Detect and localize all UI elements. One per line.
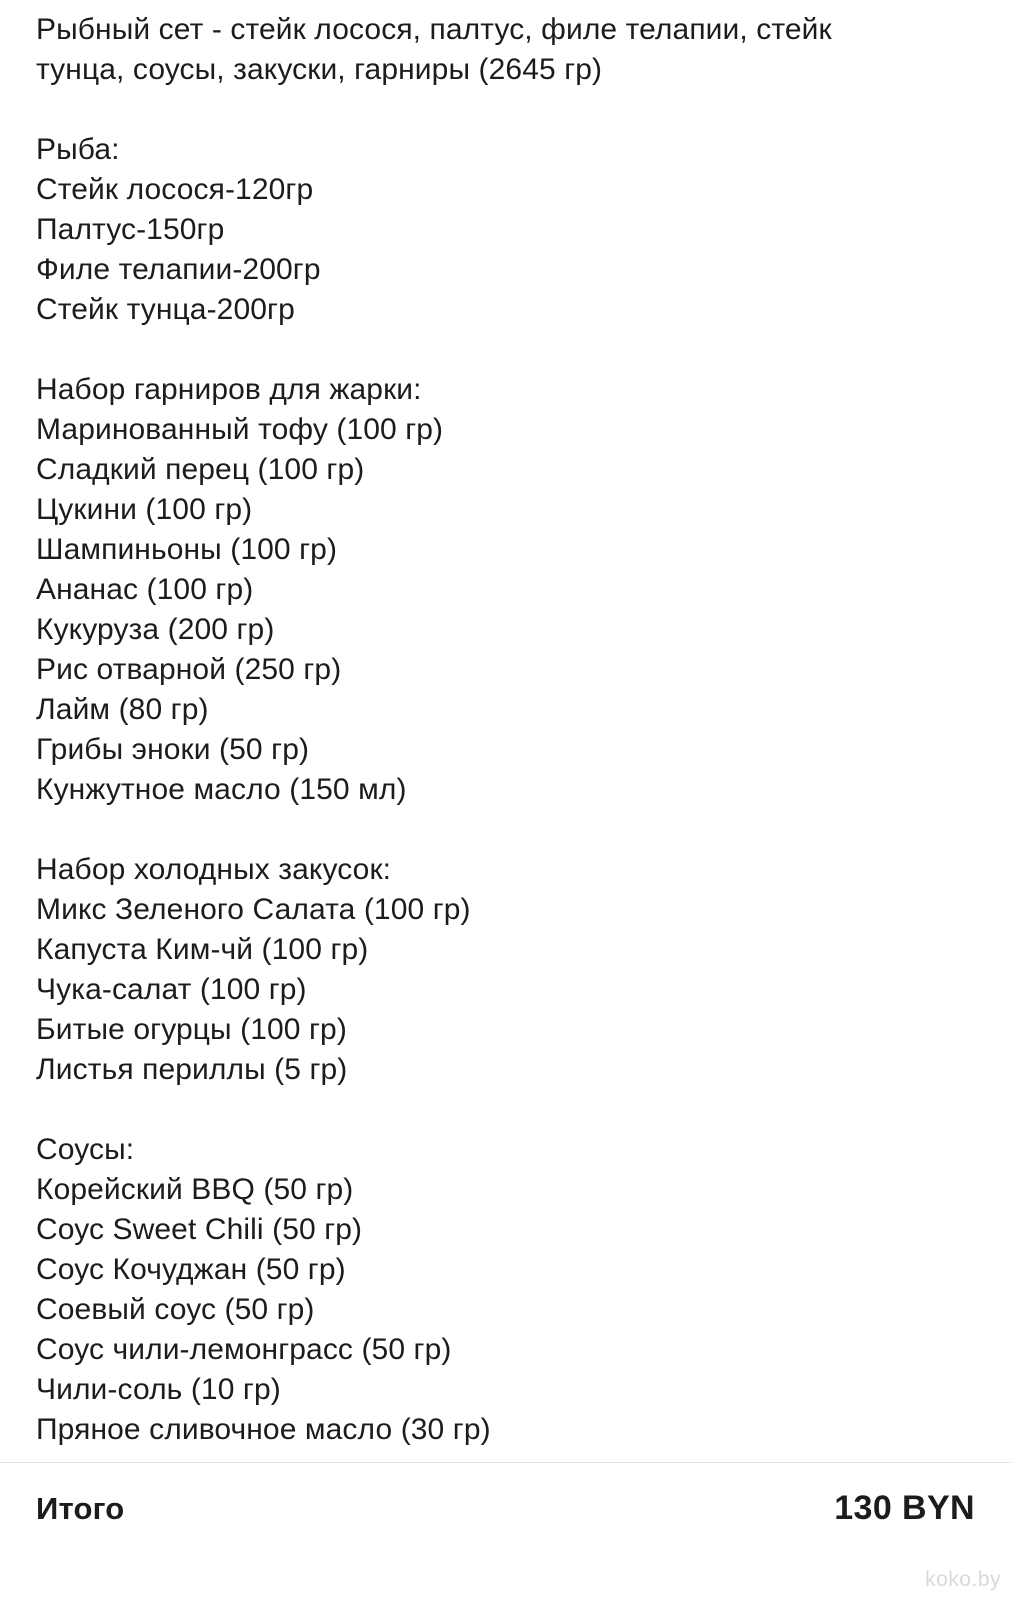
total-footer bbox=[0, 1462, 1011, 1600]
list-item: Кукуруза (200 гр) bbox=[36, 613, 275, 646]
list-item: Листья периллы (5 гр) bbox=[36, 1053, 348, 1086]
section-cold-appetizers bbox=[36, 850, 975, 1090]
list-item: Палтус-150гр bbox=[36, 213, 225, 246]
spacer bbox=[36, 90, 975, 130]
spacer bbox=[36, 810, 975, 850]
section-sauces bbox=[36, 1130, 975, 1450]
list-item: Чили-соль (10 гр) bbox=[36, 1373, 281, 1406]
list-item: Соевый соус (50 гр) bbox=[36, 1293, 315, 1326]
list-item: Цукини (100 гр) bbox=[36, 493, 253, 526]
list-item: Ананас (100 гр) bbox=[36, 573, 254, 606]
list-item: Стейк лосося-120гр bbox=[36, 173, 314, 206]
list-item: Маринованный тофу (100 гр) bbox=[36, 413, 444, 446]
list-item: Соус Кочуджан (50 гр) bbox=[36, 1253, 346, 1286]
section-fish bbox=[36, 130, 975, 330]
list-item: Грибы эноки (50 гр) bbox=[36, 733, 310, 766]
section-sides bbox=[36, 370, 975, 810]
list-item: Рис отварной (250 гр) bbox=[36, 653, 342, 686]
list-item: Лайм (80 гр) bbox=[36, 693, 209, 726]
page-title bbox=[36, 10, 975, 90]
list-item: Пряное сливочное масло (30 гр) bbox=[36, 1413, 491, 1446]
document-content bbox=[36, 8, 975, 1600]
total-label: Итого bbox=[36, 1490, 125, 1526]
list-item: Микс Зеленого Салата (100 гр) bbox=[36, 893, 471, 926]
total-value: 130 BYN bbox=[834, 1489, 975, 1527]
list-item: Капуста Ким-чй (100 гр) bbox=[36, 933, 369, 966]
list-item: Битые огурцы (100 гр) bbox=[36, 1013, 347, 1046]
total-row bbox=[0, 1463, 1011, 1528]
section-heading: Набор холодных закусок: bbox=[36, 853, 392, 886]
list-item: Стейк тунца-200гр bbox=[36, 293, 295, 326]
spacer bbox=[36, 1090, 975, 1130]
page-title-line: тунца, соусы, закуски, гарниры (2645 гр) bbox=[36, 53, 603, 86]
section-heading: Соусы: bbox=[36, 1133, 135, 1166]
list-item: Филе телапии-200гр bbox=[36, 253, 321, 286]
page-title-line: Рыбный сет - стейк лосося, палтус, филе телапии, стейк bbox=[36, 13, 832, 46]
section-heading: Набор гарниров для жарки: bbox=[36, 373, 422, 406]
section-heading: Рыба: bbox=[36, 133, 120, 166]
watermark: koko.by bbox=[925, 1568, 1001, 1591]
list-item: Соус Sweet Chili (50 гр) bbox=[36, 1213, 363, 1246]
list-item: Кунжутное масло (150 мл) bbox=[36, 773, 407, 806]
list-item: Соус чили-лемонграсс (50 гр) bbox=[36, 1333, 452, 1366]
spacer bbox=[36, 330, 975, 370]
list-item: Сладкий перец (100 гр) bbox=[36, 453, 365, 486]
list-item: Шампиньоны (100 гр) bbox=[36, 533, 338, 566]
list-item: Корейский BBQ (50 гр) bbox=[36, 1173, 354, 1206]
list-item: Чука-салат (100 гр) bbox=[36, 973, 307, 1006]
